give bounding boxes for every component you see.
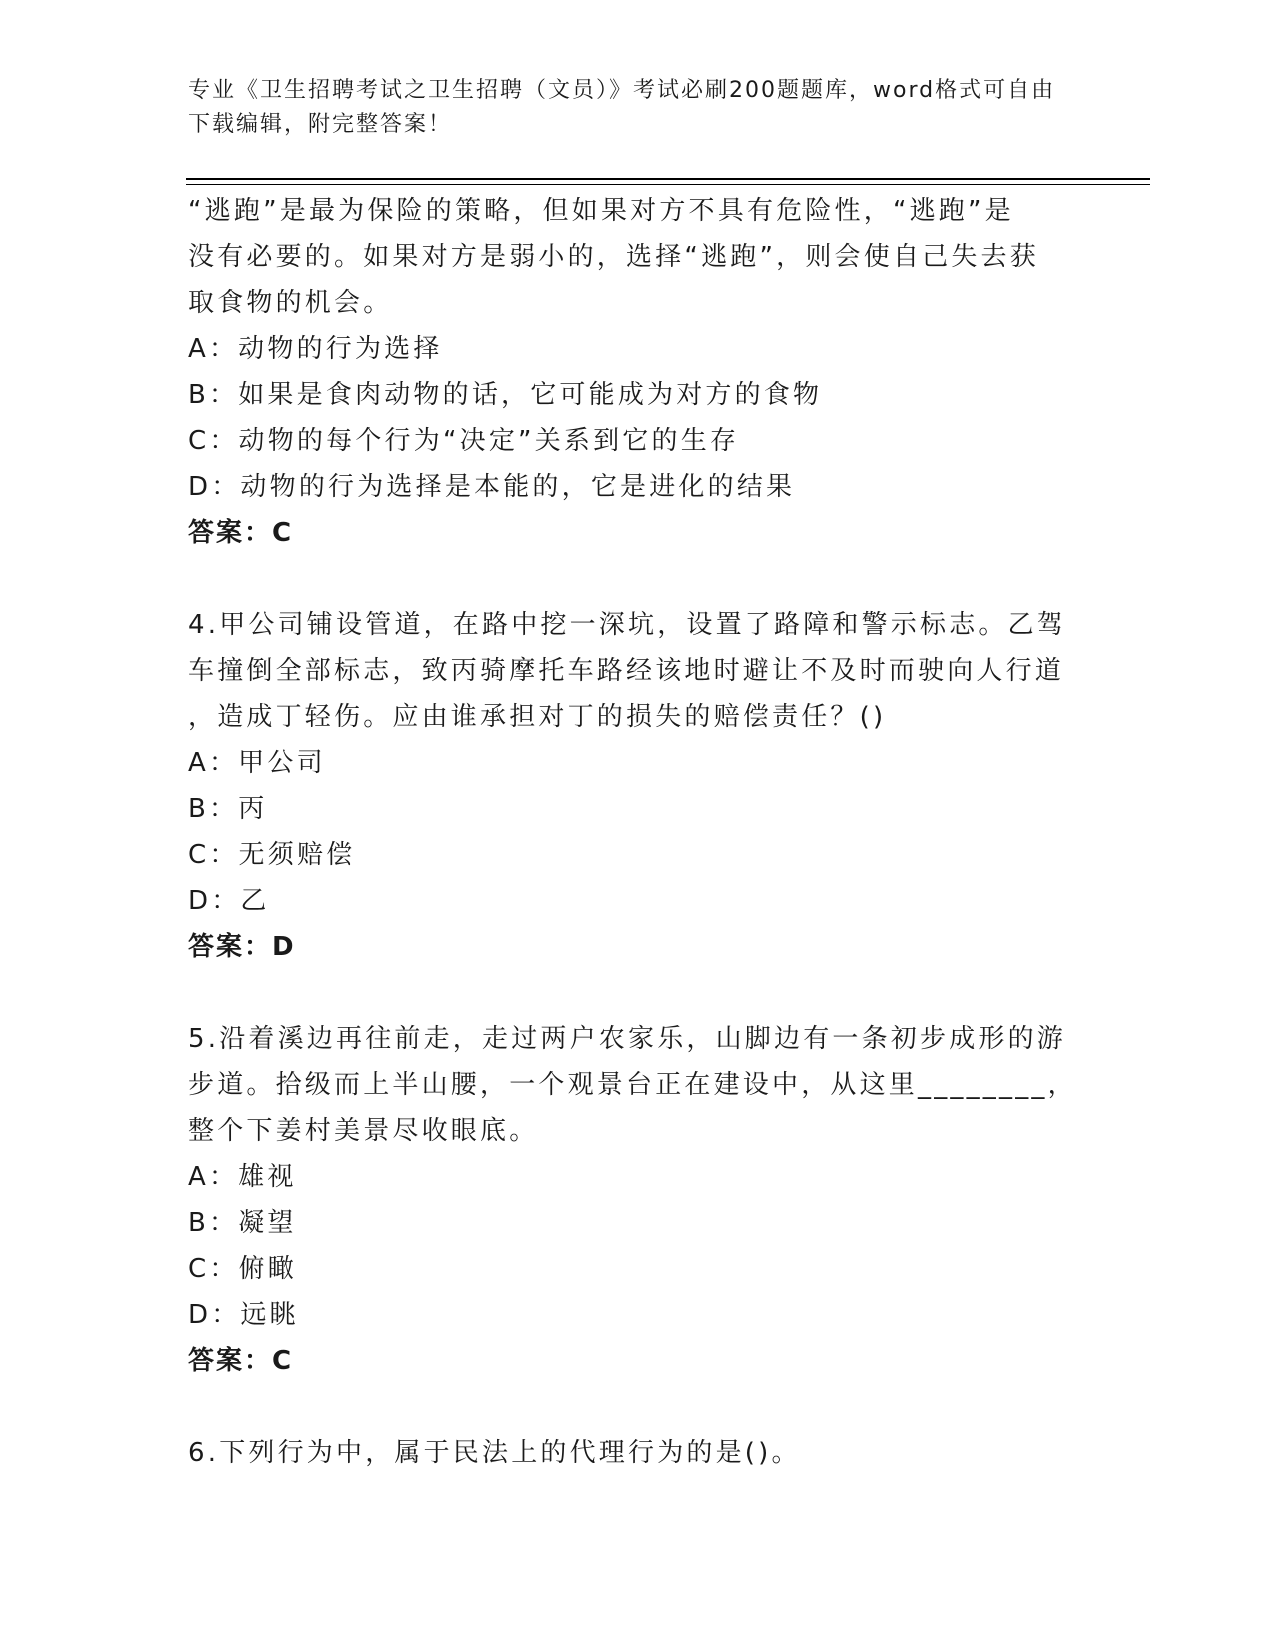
question-stem-line: ，造成丁轻伤。应由谁承担对丁的损失的赔偿责任？() — [188, 702, 887, 732]
option-a: A：甲公司 — [188, 748, 326, 778]
answer-line: 答案：D — [188, 932, 296, 962]
question-spacer — [188, 970, 1088, 1016]
answer-line: 答案：C — [188, 518, 294, 548]
question-3 — [188, 188, 1088, 556]
option-d: D：动物的行为选择是本能的，它是进化的结果 — [188, 472, 796, 502]
question-stem-line: 没有必要的。如果对方是弱小的，选择“逃跑”，则会使自己失去获 — [188, 242, 1039, 272]
option-a: A：动物的行为选择 — [188, 334, 443, 364]
question-spacer — [188, 556, 1088, 602]
question-stem-line: “逃跑”是最为保险的策略，但如果对方不具有危险性，“逃跑”是 — [188, 196, 1014, 226]
document-header: 专业《卫生招聘考试之卫生招聘（文员）》考试必刷200题题库，word格式可自由下载编辑，附完整答案！ — [188, 78, 1056, 137]
question-stem-line: 4.甲公司铺设管道，在路中挖一深坑，设置了路障和警示标志。乙驾 — [188, 610, 1067, 640]
question-stem-line: 6.下列行为中，属于民法上的代理行为的是()。 — [188, 1438, 801, 1468]
option-b: B：丙 — [188, 794, 268, 824]
document-body — [188, 188, 1088, 1476]
option-c: C：动物的每个行为“决定”关系到它的生存 — [188, 426, 740, 456]
option-a: A：雄视 — [188, 1162, 297, 1192]
question-4 — [188, 602, 1088, 970]
option-d: D：远眺 — [188, 1300, 299, 1330]
option-c: C：无须赔偿 — [188, 840, 356, 870]
question-6 — [188, 1430, 1088, 1476]
question-stem-line: 取食物的机会。 — [188, 288, 393, 318]
option-c: C：俯瞰 — [188, 1254, 297, 1284]
option-d: D：乙 — [188, 886, 270, 916]
option-b: B：如果是食肉动物的话，它可能成为对方的食物 — [188, 380, 823, 410]
question-stem-line: 5.沿着溪边再往前走，走过两户农家乐，山脚边有一条初步成形的游 — [188, 1024, 1067, 1054]
question-5 — [188, 1016, 1088, 1384]
option-b: B：凝望 — [188, 1208, 297, 1238]
answer-line: 答案：C — [188, 1346, 294, 1376]
question-spacer — [188, 1384, 1088, 1430]
question-stem-line: 步道。拾级而上半山腰，一个观景台正在建设中，从这里________， — [188, 1070, 1077, 1100]
question-stem-line: 整个下姜村美景尽收眼底。 — [188, 1116, 539, 1146]
header-rule-thin — [186, 184, 1150, 185]
header-rule-thick — [186, 178, 1150, 180]
question-stem-line: 车撞倒全部标志，致丙骑摩托车路经该地时避让不及时而驶向人行道 — [188, 656, 1065, 686]
